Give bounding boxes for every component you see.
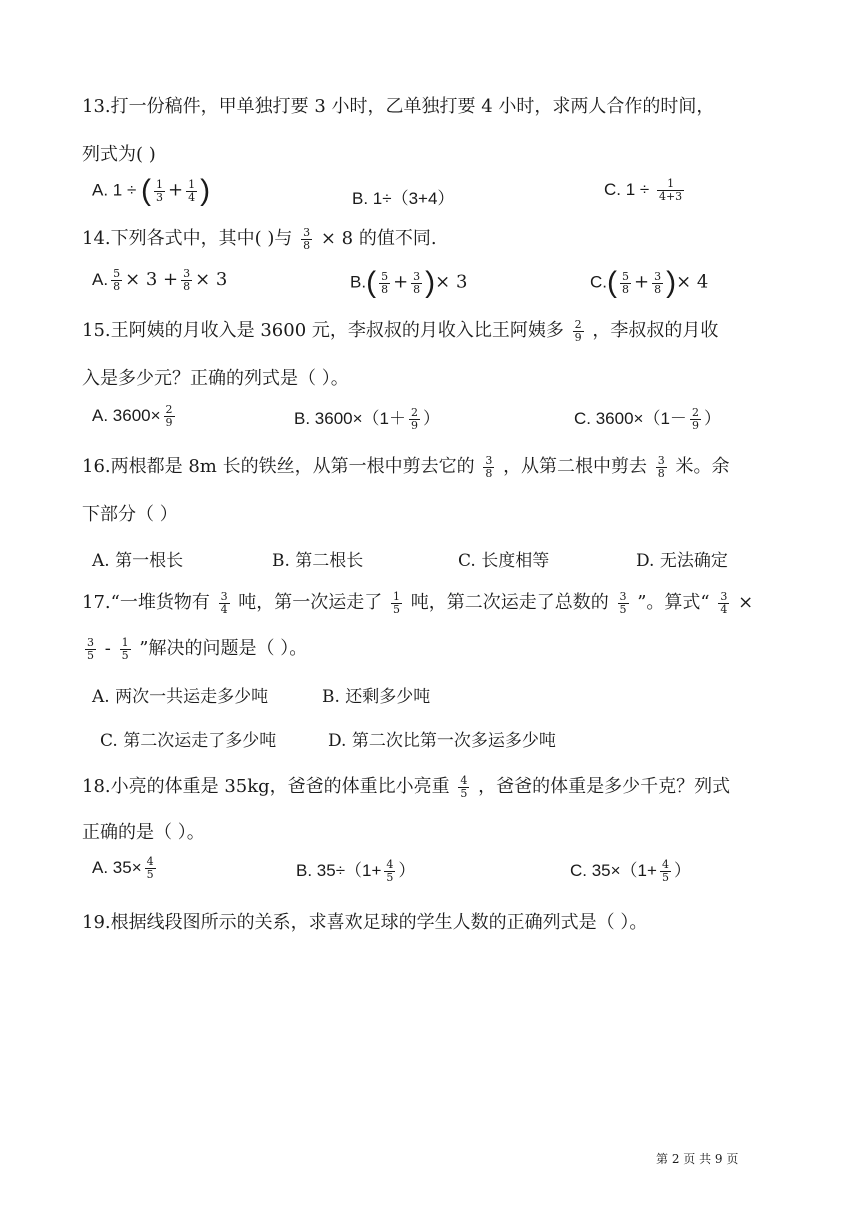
q16-option-d[interactable]: D. 无法确定: [636, 551, 728, 571]
q18-option-a[interactable]: A. 35× $\frac{4}{5}$: [92, 855, 154, 881]
q14-stem: 14.下列各式中，其中( )与 $\frac{3}{8}$ × 8 的值不同.: [82, 225, 437, 252]
q19-stem: 19.根据线段图所示的关系，求喜欢足球的学生人数的正确列式是（ ）。: [82, 912, 648, 933]
q15-stem-line1: 15.王阿姨的月收入是 3600 元，李叔叔的月收入比王阿姨多 $\frac{2}{9}$ ，李叔叔的月收: [82, 317, 719, 344]
fraction: $\frac{3}{8}$: [413, 269, 421, 296]
fraction: $\frac{1}{5}$: [121, 635, 129, 662]
fraction: $\frac{3}{4}$: [720, 589, 728, 616]
fraction: $\frac{3}{4}$: [220, 589, 228, 616]
fraction: $\frac{3}{5}$: [87, 635, 94, 662]
fraction: $\frac{3}{5}$: [619, 589, 627, 616]
q13-option-c[interactable]: C. 1 ÷ $\frac{1}{4+3}$: [604, 177, 683, 203]
fraction: $\frac{1}{3}$: [156, 177, 164, 204]
q15-option-c[interactable]: C. 3600×（1－ $\frac{2}{9}$ ）: [574, 406, 721, 433]
fraction: $\frac{4}{5}$: [146, 855, 154, 881]
fraction: $\frac{1}{4}$: [188, 177, 196, 204]
q15-option-a[interactable]: A. 3600× $\frac{2}{9}$: [92, 403, 173, 429]
fraction: $\frac{5}{8}$: [622, 269, 629, 296]
q18-option-c[interactable]: C. 35×（1+ $\frac{4}{5}$ ）: [570, 858, 691, 885]
q16-option-c[interactable]: C. 长度相等: [458, 551, 550, 571]
q18-stem-line1: 18.小亮的体重是 35kg，爸爸的体重比小亮重 $\frac{4}{5}$ ，爸爸的体重是多少千克？列式: [82, 773, 731, 800]
fraction: $\frac{3}{8}$: [303, 225, 311, 252]
q16-option-b[interactable]: B. 第二根长: [272, 551, 364, 571]
page-number: 第 2 页 共 9 页: [656, 1152, 739, 1166]
q15-stem-line2: 入是多少元？正确的列式是（ ）。: [82, 368, 349, 389]
fraction: $\frac{3}{8}$: [485, 453, 493, 480]
fraction: $\frac{5}{8}$: [113, 267, 121, 293]
q17-stem-line1: 17.“一堆货物有 $\frac{3}{4}$ 吨，第一次运走了 $\frac{1}{5}$ 吨，第二次运走了总数的 $\frac{3}{5}$ ”。算式“ $\frac{3}{4}$ ×: [82, 589, 754, 616]
q13-option-b[interactable]: B. 1÷（3+4）: [352, 189, 455, 208]
q13-option-a[interactable]: A. 1 ÷ ( $\frac{1}{3}$ + $\frac{1}{4}$ ): [92, 174, 211, 207]
q17-option-c[interactable]: C. 第二次运走了多少吨: [100, 731, 277, 751]
q16-option-a[interactable]: A. 第一根长: [92, 551, 184, 571]
q18-stem-line2: 正确的是（ ）。: [82, 822, 205, 843]
fraction: $\frac{3}{8}$: [654, 269, 662, 296]
q16-stem-line2: 下部分（ ）: [82, 504, 178, 525]
q13-stem-line2: 列式为( ): [82, 144, 156, 165]
fraction: $\frac{5}{8}$: [381, 269, 389, 296]
q14-option-c[interactable]: C.( $\frac{5}{8}$ + $\frac{3}{8}$ )× 4: [590, 266, 709, 299]
fraction: $\frac{2}{9}$: [691, 406, 699, 433]
q14-option-a[interactable]: A. $\frac{5}{8}$ × 3 + $\frac{3}{8}$ × 3: [92, 267, 228, 293]
q14-option-b[interactable]: B.( $\frac{5}{8}$ + $\frac{3}{8}$ )× 3: [350, 266, 468, 299]
q15-option-b[interactable]: B. 3600×（1＋ $\frac{2}{9}$ ）: [294, 406, 440, 433]
q13-stem-line1: 13.打一份稿件，甲单独打要 3 小时，乙单独打要 4 小时，求两人合作的时间，: [82, 96, 715, 117]
fraction: $\frac{2}{9}$: [574, 317, 582, 344]
q18-option-b[interactable]: B. 35÷（1+ $\frac{4}{5}$ ）: [296, 858, 416, 885]
q16-stem-line1: 16.两根都是 8m 长的铁丝，从第一根中剪去它的 $\frac{3}{8}$ ，从第二根中剪去 $\frac{3}{8}$ 米。余: [82, 453, 730, 480]
fraction: $\frac{2}{9}$: [411, 406, 418, 433]
fraction: $\frac{1}{4+3}$: [658, 177, 683, 203]
fraction: $\frac{4}{5}$: [460, 773, 468, 800]
fraction: $\frac{3}{8}$: [657, 453, 665, 480]
q17-option-b[interactable]: B. 还剩多少吨: [322, 687, 431, 707]
fraction: $\frac{3}{8}$: [183, 267, 191, 293]
fraction: $\frac{4}{5}$: [386, 858, 394, 885]
q17-option-d[interactable]: D. 第二次比第一次多运多少吨: [328, 731, 556, 751]
q13-a-prefix: A. 1 ÷: [92, 180, 137, 200]
q17-stem-line2: $\frac{3}{5}$ - $\frac{1}{5}$ ”解决的问题是（ ）。: [87, 635, 308, 662]
fraction: $\frac{2}{9}$: [165, 403, 173, 429]
fraction: $\frac{4}{5}$: [661, 858, 669, 885]
q17-option-a[interactable]: A. 两次一共运走多少吨: [92, 687, 269, 707]
fraction: $\frac{1}{5}$: [393, 589, 401, 616]
